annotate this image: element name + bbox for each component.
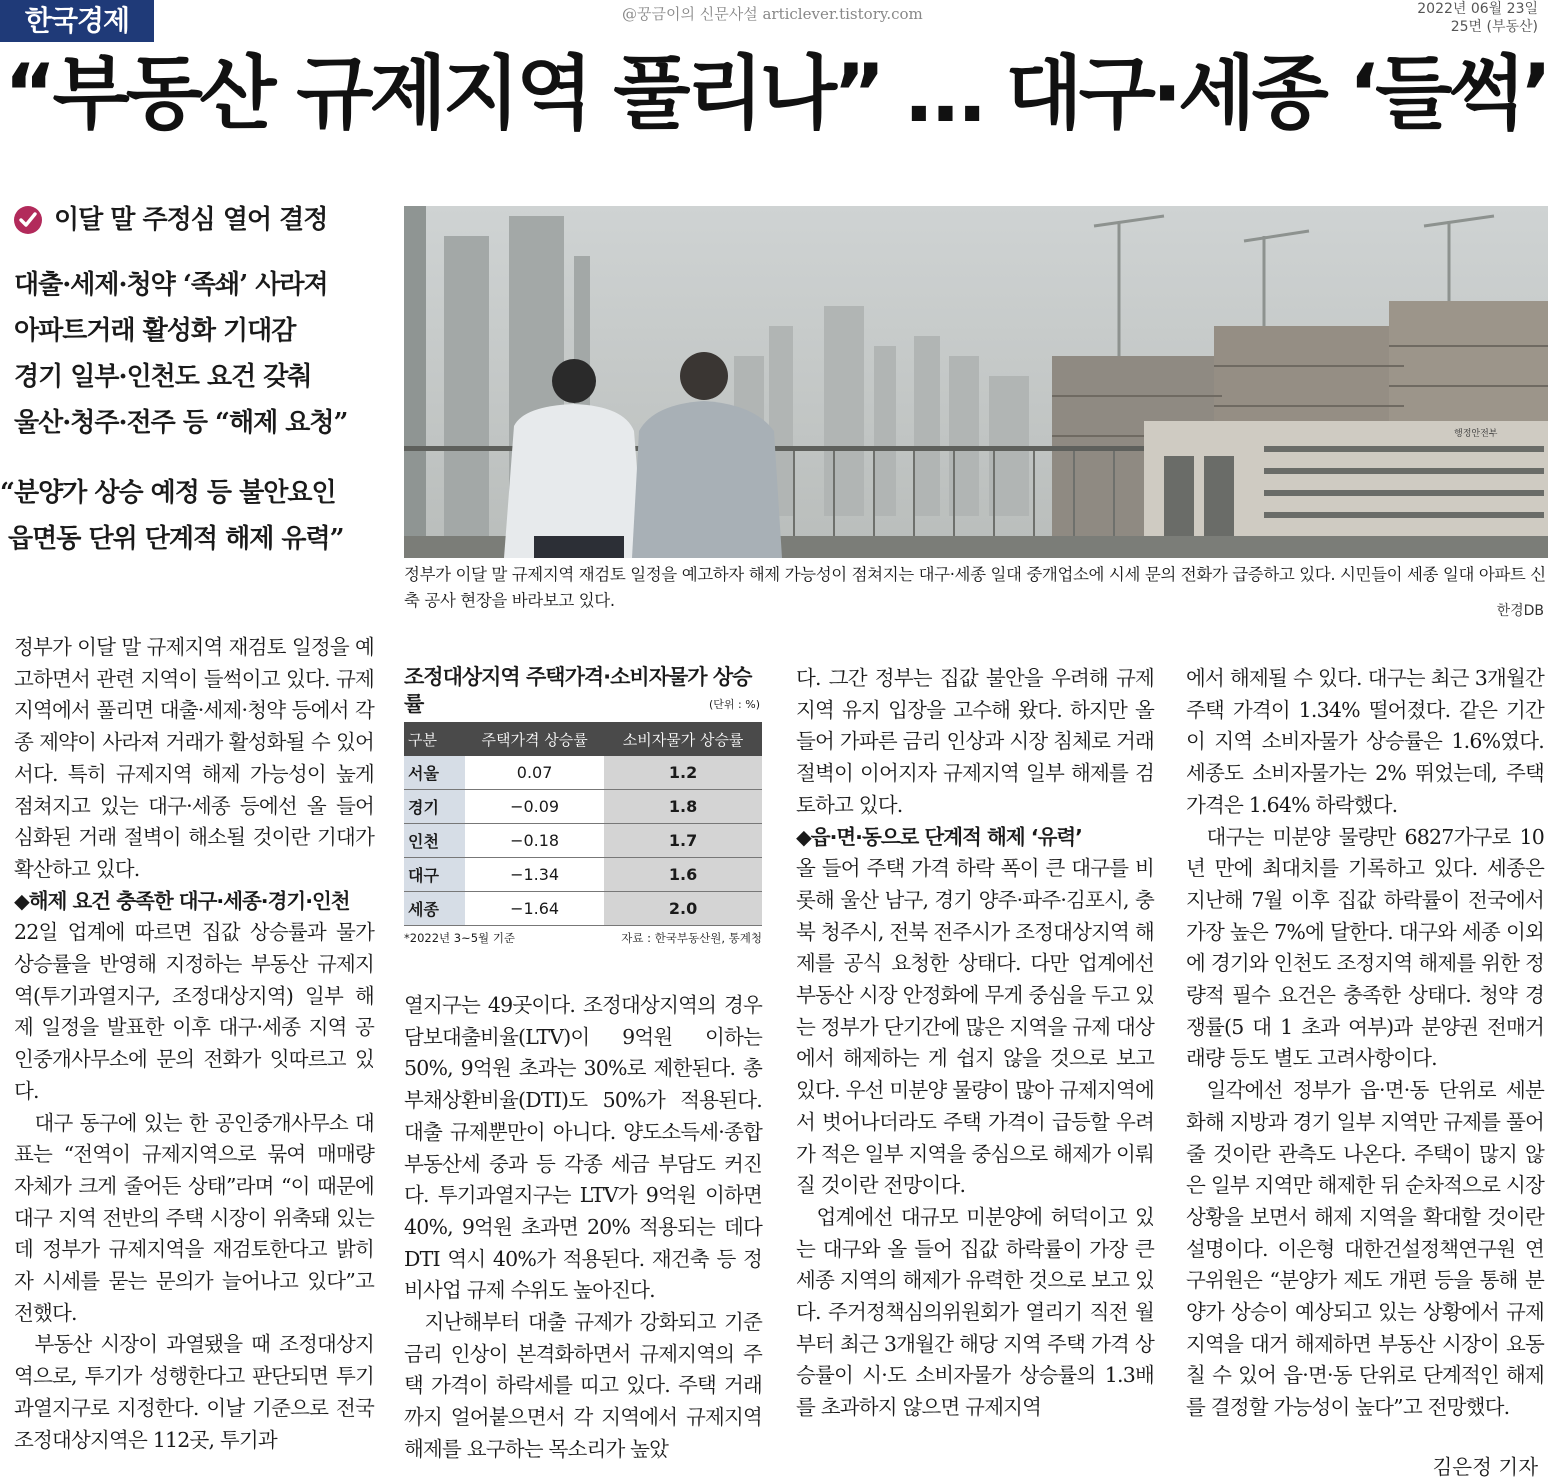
paragraph: 22일 업계에 따르면 집값 상승률과 물가 상승률을 반영해 지정하는 부동산 규제지역(투기과열지구, 조정대상지역) 일부 해제 일정을 발표한 이후 대구·세종 지역 공인중개사무소에 문의 전화가 잇따르고 있다. <box>14 920 374 1103</box>
newspaper-logo: 한국경제 <box>0 0 154 42</box>
table-footer <box>404 930 762 946</box>
issue-date: 2022년 06월 23일 <box>1417 1 1538 17</box>
table-row <box>404 756 762 790</box>
paragraph: 지난해부터 대출 규제가 강화되고 기준금리 인상이 본격화하면서 규제지역의 주택 가격이 하락세를 띠고 있다. 주택 거래까지 얼어붙으면서 각 지역에서 규제지역 해제를 요구하는 목소리가 높았 <box>404 1310 762 1461</box>
region-cell: 인천 <box>404 824 465 858</box>
table-source: 자료 : 한국부동산원, 통계청 <box>621 931 762 945</box>
paragraph: 대구 동구에 있는 한 공인중개사무소 대표는 “전역이 규제지역으로 묶여 매매량 자체가 크게 줄어든 상태”라며 “이 때문에 대구 지역 전반의 주택 시장이 위축돼 있는데 정부가 규제지역을 재검토한다고 밝히자 시세를 묻는 문의가 늘어나고 있다”고 전했다. <box>14 1110 374 1325</box>
check-circle-icon <box>14 206 42 234</box>
paragraph: 올 들어 주택 가격 하락 폭이 큰 대구를 비롯해 울산 남구, 경기 양주·파주·김포시, 충북 청주시, 전북 전주시가 조정대상지역 해제를 공식 요청한 상태다. 다만 업계에선 부동산 시장 안정화에 무게 중심을 두고 있는 정부가 단기간에 많은 지역을 규제 대상에서 해제하는 게 쉽지 않을 것으로 보고 있다. 우선 미분양 물량이 많아 규제지역에서 벗어나더라도 주택 가격이 급등할 우려가 적은 일부 지역을 중심으로 해제가 이뤄질 것이란 전망이다. <box>796 856 1154 1198</box>
house-price-cell: −0.18 <box>465 824 604 858</box>
paragraph: 대구는 미분양 물량만 6827가구로 10년 만에 최대치를 기록하고 있다. 세종은 지난해 7월 이후 집값 하락률이 전국에서 가장 높은 7%에 달한다. 대구와 세종 이외에 경기와 인천도 조정지역 해제를 위한 정량적 필수 요건은 충족한 상태다. 청약 경쟁률(5 대 1 초과 여부)과 분양권 전매거래량 등도 별도 고려사항이다. <box>1186 824 1544 1071</box>
dateline <box>1417 0 1538 36</box>
table-row <box>404 858 762 892</box>
section-subhead: ◆읍·면·동으로 단계적 해제 ‘유력’ <box>796 824 1082 849</box>
house-price-cell: −1.34 <box>465 858 604 892</box>
table-row <box>404 824 762 858</box>
table-unit: (단위 : %) <box>709 698 760 711</box>
region-cell: 대구 <box>404 858 465 892</box>
paragraph: 다. 그간 정부는 집값 불안을 우려해 규제지역 유지 입장을 고수해 왔다. 하지만 올 들어 가파른 금리 인상과 시장 침체로 거래절벽이 이어지자 규제지역 일부 해제를 검토하고 있다. <box>796 666 1154 817</box>
deck-line: 아파트거래 활성화 기대감 <box>14 316 296 346</box>
table-header-row <box>404 722 762 756</box>
statistics-table-box <box>404 664 762 946</box>
region-cell: 서울 <box>404 756 465 790</box>
photo-caption: 정부가 이달 말 규제지역 재검토 일정을 예고하자 해제 가능성이 점쳐지는 대구·세종 일대 중개업소에 시세 문의 전화가 급증하고 있다. 시민들이 세종 일대 아파트 신축 공사 현장을 바라보고 있다. <box>404 565 1546 610</box>
article-column-3 <box>796 663 1154 1424</box>
deck-line: 경기 일부·인천도 요건 갖춰 <box>14 362 312 392</box>
table-note: *2022년 3~5월 기준 <box>404 931 516 945</box>
cpi-cell: 1.8 <box>604 790 762 824</box>
paragraph: 부동산 시장이 과열됐을 때 조정대상지역으로, 투기가 성행한다고 판단되면 투기과열지구로 지정한다. 이날 기준으로 전국 조정대상지역은 112곳, 투기과 <box>14 1332 374 1452</box>
table-row <box>404 892 762 926</box>
paragraph: 정부가 이달 말 규제지역 재검토 일정을 예고하면서 관련 지역이 들썩이고 있다. 규제지역에서 풀리면 대출·세제·청약 등에서 각종 제약이 사라져 거래가 활성화될 수 있어서다. 특히 규제지역 해제 가능성이 높게 점쳐지고 있는 대구·세종 등에선 올 들어 심화된 거래 절벽이 해소될 것이란 기대가 확산하고 있다. <box>14 635 374 881</box>
column-header: 주택가격 상승률 <box>465 722 604 756</box>
building-sign: 행정안전부 <box>1454 429 1498 439</box>
region-cell: 경기 <box>404 790 465 824</box>
paragraph: 일각에선 정부가 읍·면·동 단위로 세분화해 지방과 경기 일부 지역만 규제를 풀어줄 것이란 관측도 나온다. 주택이 많지 않은 일부 지역만 해제한 뒤 순차적으로 시장 상황을 보면서 해제 지역을 확대할 것이란 설명이다. 이은형 대한건설정책연구원 연구위원은 “분양가 제도 개편 등을 통해 분양가 상승이 예상되고 있는 상황에서 규제지역을 대거 해제하면 부동산 시장이 요동칠 수 있어 읍·면·동 단위로 단계적인 해제를 결정할 가능성이 높다”고 전망했다. <box>1186 1078 1544 1420</box>
paragraph: 업계에선 대규모 미분양에 허덕이고 있는 대구와 올 들어 집값 하락률이 가장 큰 세종 지역의 해제가 유력한 것으로 보고 있다. 주거정책심의위원회가 열리기 직전 월부터 최근 3개월간 해당 지역 주택 가격 상승률이 시·도 소비자물가 상승률의 1.3배를 초과하지 않으면 규제지역 <box>796 1204 1154 1420</box>
house-price-cell: 0.07 <box>465 756 604 790</box>
deck-subheads <box>14 262 394 446</box>
deck-line: 울산·청주·전주 등 “해제 요청” <box>14 408 348 438</box>
house-price-cell: −0.09 <box>465 790 604 824</box>
cpi-cell: 1.2 <box>604 756 762 790</box>
article-column-1 <box>14 632 374 1456</box>
article-column-4 <box>1186 663 1544 1424</box>
page-section: 25면 (부동산) <box>1450 19 1538 35</box>
column-header: 소비자물가 상승률 <box>604 722 762 756</box>
column-header: 구분 <box>404 722 465 756</box>
house-price-cell: −1.64 <box>465 892 604 926</box>
paragraph: 열지구는 49곳이다. 조정대상지역의 경우 담보대출비율(LTV)이 9억원 이하는 50%, 9억원 초과는 30%로 제한된다. 총부채상환비율(DTI)도 50%가 적용된다. 대출 규제뿐만이 아니다. 양도소득세·종합부동산세 중과 등 각종 세금 부담도 커진다. 투기과열지구는 LTV가 9억원 이하면 40%, 9억원 초과면 20% 적용되는 데다 DTI 역시 40%가 적용된다. 재건축 등 정비사업 규제 수위도 높아진다. <box>404 993 762 1303</box>
byline: 김은정 기자 <box>1432 1455 1538 1479</box>
kicker-subhead: 이달 말 주정심 열어 결정 <box>54 205 328 235</box>
article-column-2 <box>404 990 762 1466</box>
cpi-cell: 1.7 <box>604 824 762 858</box>
paragraph: 에서 해제될 수 있다. 대구는 최근 3개월간 주택 가격이 1.34% 떨어졌다. 같은 기간 이 지역 소비자물가 상승률은 1.6%였다. 세종도 소비자물가는 2% 뛰었는데, 주택 가격은 1.64% 하락했다. <box>1186 666 1544 817</box>
news-photo <box>404 206 1548 558</box>
statistics-table <box>404 722 762 926</box>
quote-subheads <box>0 470 400 562</box>
region-cell: 세종 <box>404 892 465 926</box>
cpi-cell: 1.6 <box>604 858 762 892</box>
photo-credit: 한경DB <box>1496 603 1544 619</box>
table-row <box>404 790 762 824</box>
quote-line: “분양가 상승 예정 등 불안요인 <box>0 478 336 508</box>
headline: “부동산 규제지역 풀리나” … 대구·세종 ‘들썩’ <box>3 47 1549 140</box>
cpi-cell: 2.0 <box>604 892 762 926</box>
quote-line: 읍면동 단위 단계적 해제 유력” <box>0 524 344 554</box>
watermark: @꿍금이의 신문사설 articlever.tistory.com <box>622 5 923 23</box>
section-subhead: ◆해제 요건 충족한 대구·세종·경기·인천 <box>14 888 350 913</box>
deck-line: 대출·세제·청약 ‘족쇄’ 사라져 <box>14 270 328 300</box>
table-title: 조정대상지역 주택가격·소비자물가 상승률 <box>404 665 752 716</box>
